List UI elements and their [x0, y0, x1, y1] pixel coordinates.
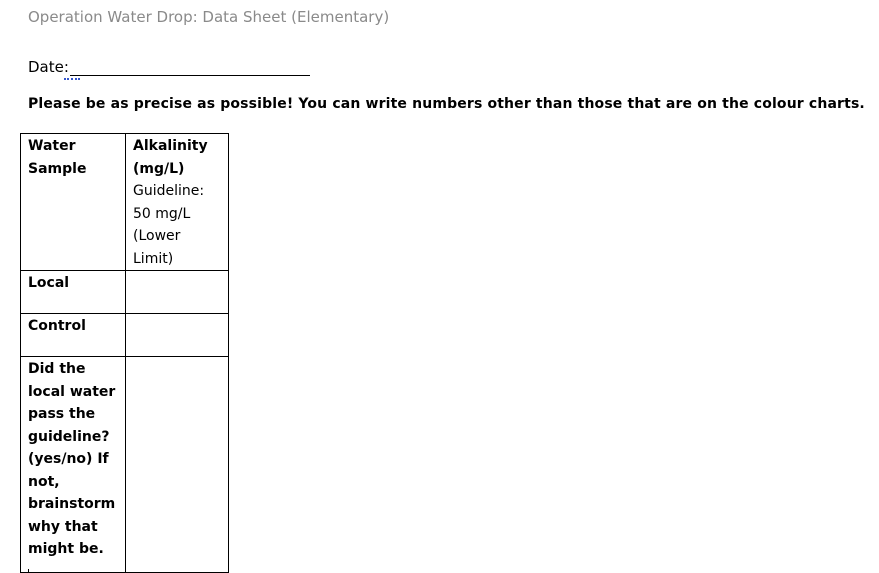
guideline-question-cell: [21, 357, 126, 573]
local-alkalinity-entry-cell[interactable]: [126, 271, 229, 314]
date-label: [28, 58, 69, 76]
local-label-cell: [21, 271, 126, 314]
text-cursor-mark: [28, 569, 29, 573]
instructions-text: Please be as precise as possible! You can write numbers other than those that are on the colour charts.: [28, 96, 865, 112]
guideline-question: Did the local water pass the guideline? (yes/no) If not, brainstorm why that might be.: [28, 361, 116, 557]
guideline-answer-entry-cell[interactable]: [126, 357, 229, 573]
date-label-text: Date:: [28, 58, 69, 76]
alkalinity-header-cell: [126, 134, 229, 271]
control-label: Control: [28, 318, 86, 334]
control-alkalinity-entry-cell[interactable]: [126, 314, 229, 357]
table-row: [21, 314, 229, 357]
water-sample-header-cell: [21, 134, 126, 271]
table-header-row: [21, 134, 229, 271]
water-sample-header: Water Sample: [28, 138, 87, 177]
alkalinity-guideline: Guideline: 50 mg/L (Lower Limit): [133, 183, 205, 267]
date-field-line[interactable]: [70, 58, 310, 76]
spellcheck-squiggle: [64, 75, 80, 80]
data-sheet-table: [20, 133, 229, 573]
table-row: [21, 357, 229, 573]
table-row: [21, 271, 229, 314]
control-label-cell: [21, 314, 126, 357]
page-title: Operation Water Drop: Data Sheet (Elementary): [28, 8, 390, 26]
local-label: Local: [28, 275, 70, 291]
alkalinity-header: Alkalinity (mg/L): [133, 138, 208, 177]
date-row: [28, 58, 310, 78]
